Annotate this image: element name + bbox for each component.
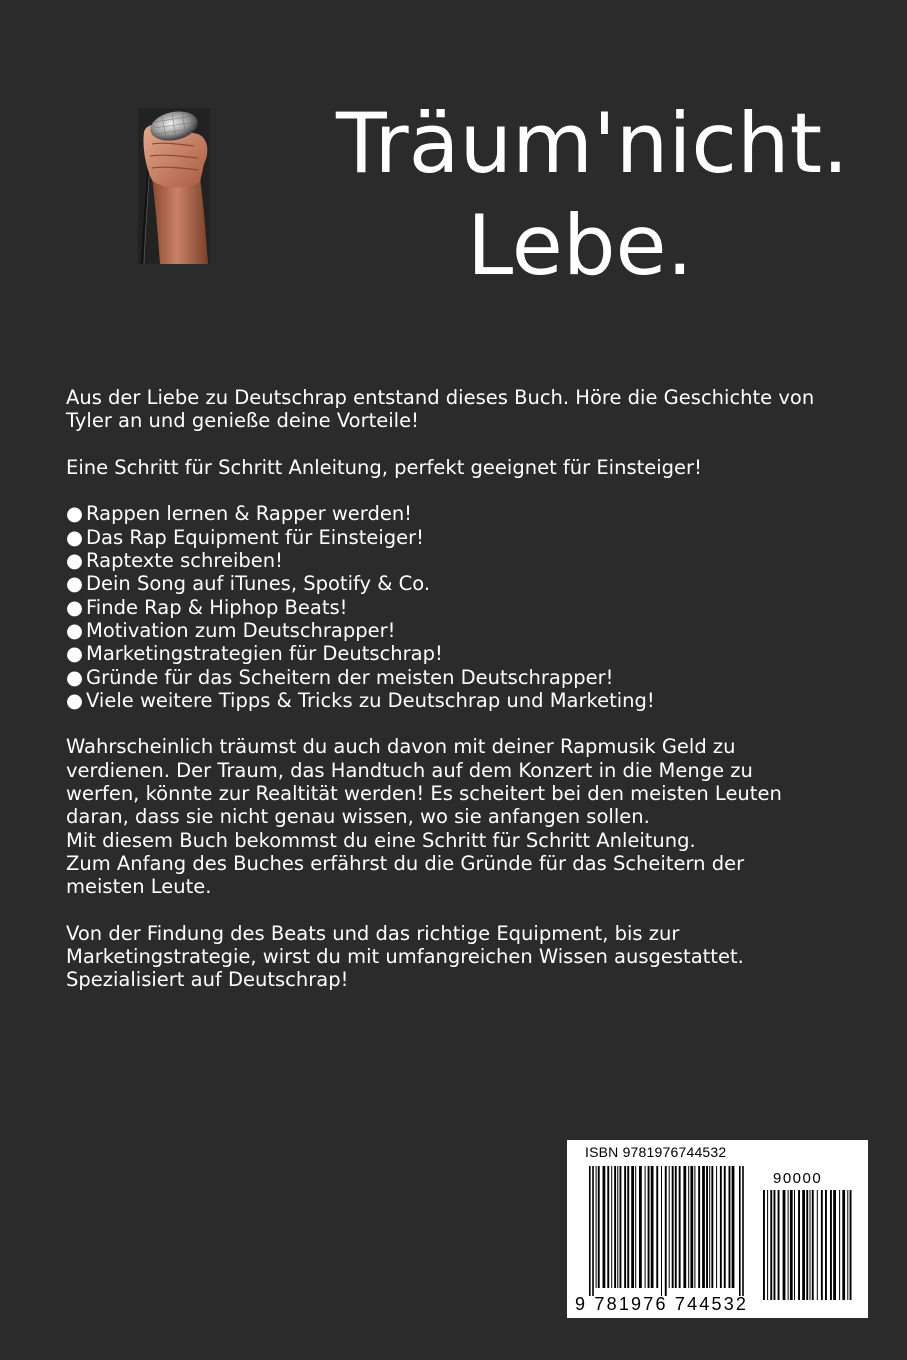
subtitle-paragraph: Eine Schritt für Schritt Anleitung, perfekt geeignet für Einsteiger! (66, 455, 702, 479)
barcode-bar (847, 1190, 848, 1300)
barcode-bar (648, 1166, 650, 1288)
barcode-bar (732, 1166, 735, 1288)
blurb (66, 386, 866, 1015)
barcode-bar (694, 1166, 695, 1288)
barcode-bar (774, 1190, 776, 1300)
barcode-bar (788, 1190, 789, 1300)
barcode-bar (850, 1190, 852, 1300)
barcode-bar (635, 1166, 636, 1288)
barcode-bar (833, 1190, 836, 1300)
barcode-bar (624, 1166, 626, 1288)
barcode-bar (739, 1166, 741, 1296)
barcode-bar (698, 1166, 700, 1288)
bullet-icon: ● (66, 642, 84, 666)
barcode-bar (656, 1166, 658, 1288)
barcode-bar (729, 1166, 731, 1288)
list-item: ● Dein Song auf iTunes, Spotify & Co. (66, 572, 431, 596)
barcode-bar (770, 1190, 772, 1300)
bullet-icon: ● (66, 549, 84, 573)
barcode-bar (825, 1190, 827, 1300)
description-line: Marketingstrategie, wirst du mit umfangreichen Wissen ausgestattet. (66, 945, 744, 969)
description-paragraph-2 (66, 922, 866, 992)
description-line: werfen, könnte zur Realtität werden! Es scheitert bei den meisten Leuten (66, 782, 782, 806)
barcode-bar (607, 1166, 609, 1288)
bullet-icon: ● (66, 525, 84, 549)
description-line: meisten Leute. (66, 875, 212, 899)
bullet-icon: ● (66, 618, 84, 642)
barcode-bar (688, 1166, 689, 1288)
description-line: Spezialisiert auf Deutschrap! (66, 968, 349, 992)
barcode-bar (821, 1190, 823, 1300)
isbn-barcode (567, 1140, 868, 1318)
barcode-bar (702, 1166, 705, 1288)
barcode-bar (742, 1166, 744, 1296)
barcode-bar (672, 1166, 674, 1288)
barcode-bar (683, 1166, 686, 1288)
cover-title-line1: Träum'nicht. (336, 95, 849, 192)
barcode-bar (767, 1190, 768, 1300)
description-line: verdienen. Der Traum, das Handtuch auf dem Konzert in die Menge zu (66, 758, 753, 782)
cover-title (330, 86, 890, 304)
barcode-bar (716, 1166, 717, 1288)
intro-paragraph: Aus der Liebe zu Deutschrap entstand dieses Buch. Höre die Geschichte von Tyler an und genieße deine Vorteile! (66, 386, 815, 433)
barcode-bar (589, 1166, 591, 1296)
microphone-hand-photo (138, 108, 210, 264)
barcode-bar (661, 1166, 662, 1296)
barcode-bar (802, 1190, 805, 1300)
barcode-bar (830, 1190, 832, 1300)
barcode-bar (598, 1166, 600, 1288)
price-code: 90000 (773, 1170, 823, 1187)
list-item: ● Finde Rap & Hiphop Beats! (66, 595, 348, 619)
barcode-bars (567, 1140, 868, 1318)
bullet-icon: ● (66, 502, 84, 526)
bullet-icon: ● (66, 688, 84, 712)
barcode-bar (631, 1166, 634, 1288)
barcode-bar (720, 1166, 722, 1288)
barcode-bar (839, 1190, 840, 1300)
barcode-bar (812, 1190, 814, 1300)
barcode-bar (603, 1166, 606, 1288)
description-paragraph-1 (66, 735, 866, 898)
bullet-icon: ● (66, 572, 84, 596)
barcode-bar (669, 1166, 670, 1288)
barcode-bar (617, 1166, 618, 1288)
description-line: Zum Anfang des Buches erfährst du die Gründe für das Scheitern der (66, 851, 745, 875)
barcode-bar (596, 1166, 597, 1288)
description-line: daran, dass sie nicht genau wissen, wo sie anfangen sollen. (66, 805, 650, 829)
barcode-bar (627, 1166, 629, 1288)
description-line: Wahrscheinlich träumst du auch davon mit deiner Rapmusik Geld zu (66, 735, 736, 759)
barcode-bar (778, 1190, 780, 1300)
description-line: Mit diesem Buch bekommst du eine Schritt für Schritt Anleitung. (66, 828, 696, 852)
barcode-bar (679, 1166, 681, 1288)
barcode-bar (690, 1166, 693, 1288)
barcode-bar (651, 1166, 654, 1288)
description-line: Von der Findung des Beats und das richtige Equipment, bis zur (66, 921, 680, 945)
list-item: ● Viele weitere Tipps & Tricks zu Deutschrap und Marketing! (66, 688, 655, 712)
list-item: ● Motivation zum Deutschrapper! (66, 618, 396, 642)
barcode-bar (706, 1166, 708, 1288)
barcode-bar (842, 1190, 845, 1300)
list-item: ● Gründe für das Scheitern der meisten Deutschrapper! (66, 665, 614, 689)
barcode-bar (794, 1190, 795, 1300)
barcode-bar (675, 1166, 677, 1288)
barcode-bar (806, 1190, 808, 1300)
barcode-bar (639, 1166, 642, 1288)
list-item: ● Rappen lernen & Rapper werden! (66, 502, 412, 526)
list-item: ● Raptexte schreiben! (66, 549, 283, 573)
barcode-bar (783, 1190, 786, 1300)
bullet-icon: ● (66, 665, 84, 689)
barcode-bar (645, 1166, 646, 1288)
barcode-bar (611, 1166, 612, 1288)
bullet-icon: ● (66, 595, 84, 619)
barcode-bar (810, 1190, 811, 1300)
barcode-bar (724, 1166, 726, 1288)
list-item: ● Das Rap Equipment für Einsteiger! (66, 525, 424, 549)
barcode-digits: 9 781976 744532 (575, 1294, 749, 1314)
barcode-bar (592, 1166, 594, 1296)
barcode-bar (711, 1166, 713, 1288)
isbn-label: ISBN 9781976744532 (585, 1144, 727, 1160)
barcode-bar (620, 1166, 622, 1288)
barcode-bar (798, 1190, 800, 1300)
feature-list (66, 502, 866, 712)
list-item: ● Marketingstrategien für Deutschrap! (66, 642, 443, 666)
barcode-bar (790, 1190, 793, 1300)
barcode-bar (763, 1190, 765, 1300)
barcode-bar (709, 1166, 710, 1288)
barcode-bar (614, 1166, 616, 1288)
barcode-bar (665, 1166, 667, 1296)
cover-title-line2: Lebe. (467, 197, 693, 295)
barcode-bar (817, 1190, 818, 1300)
